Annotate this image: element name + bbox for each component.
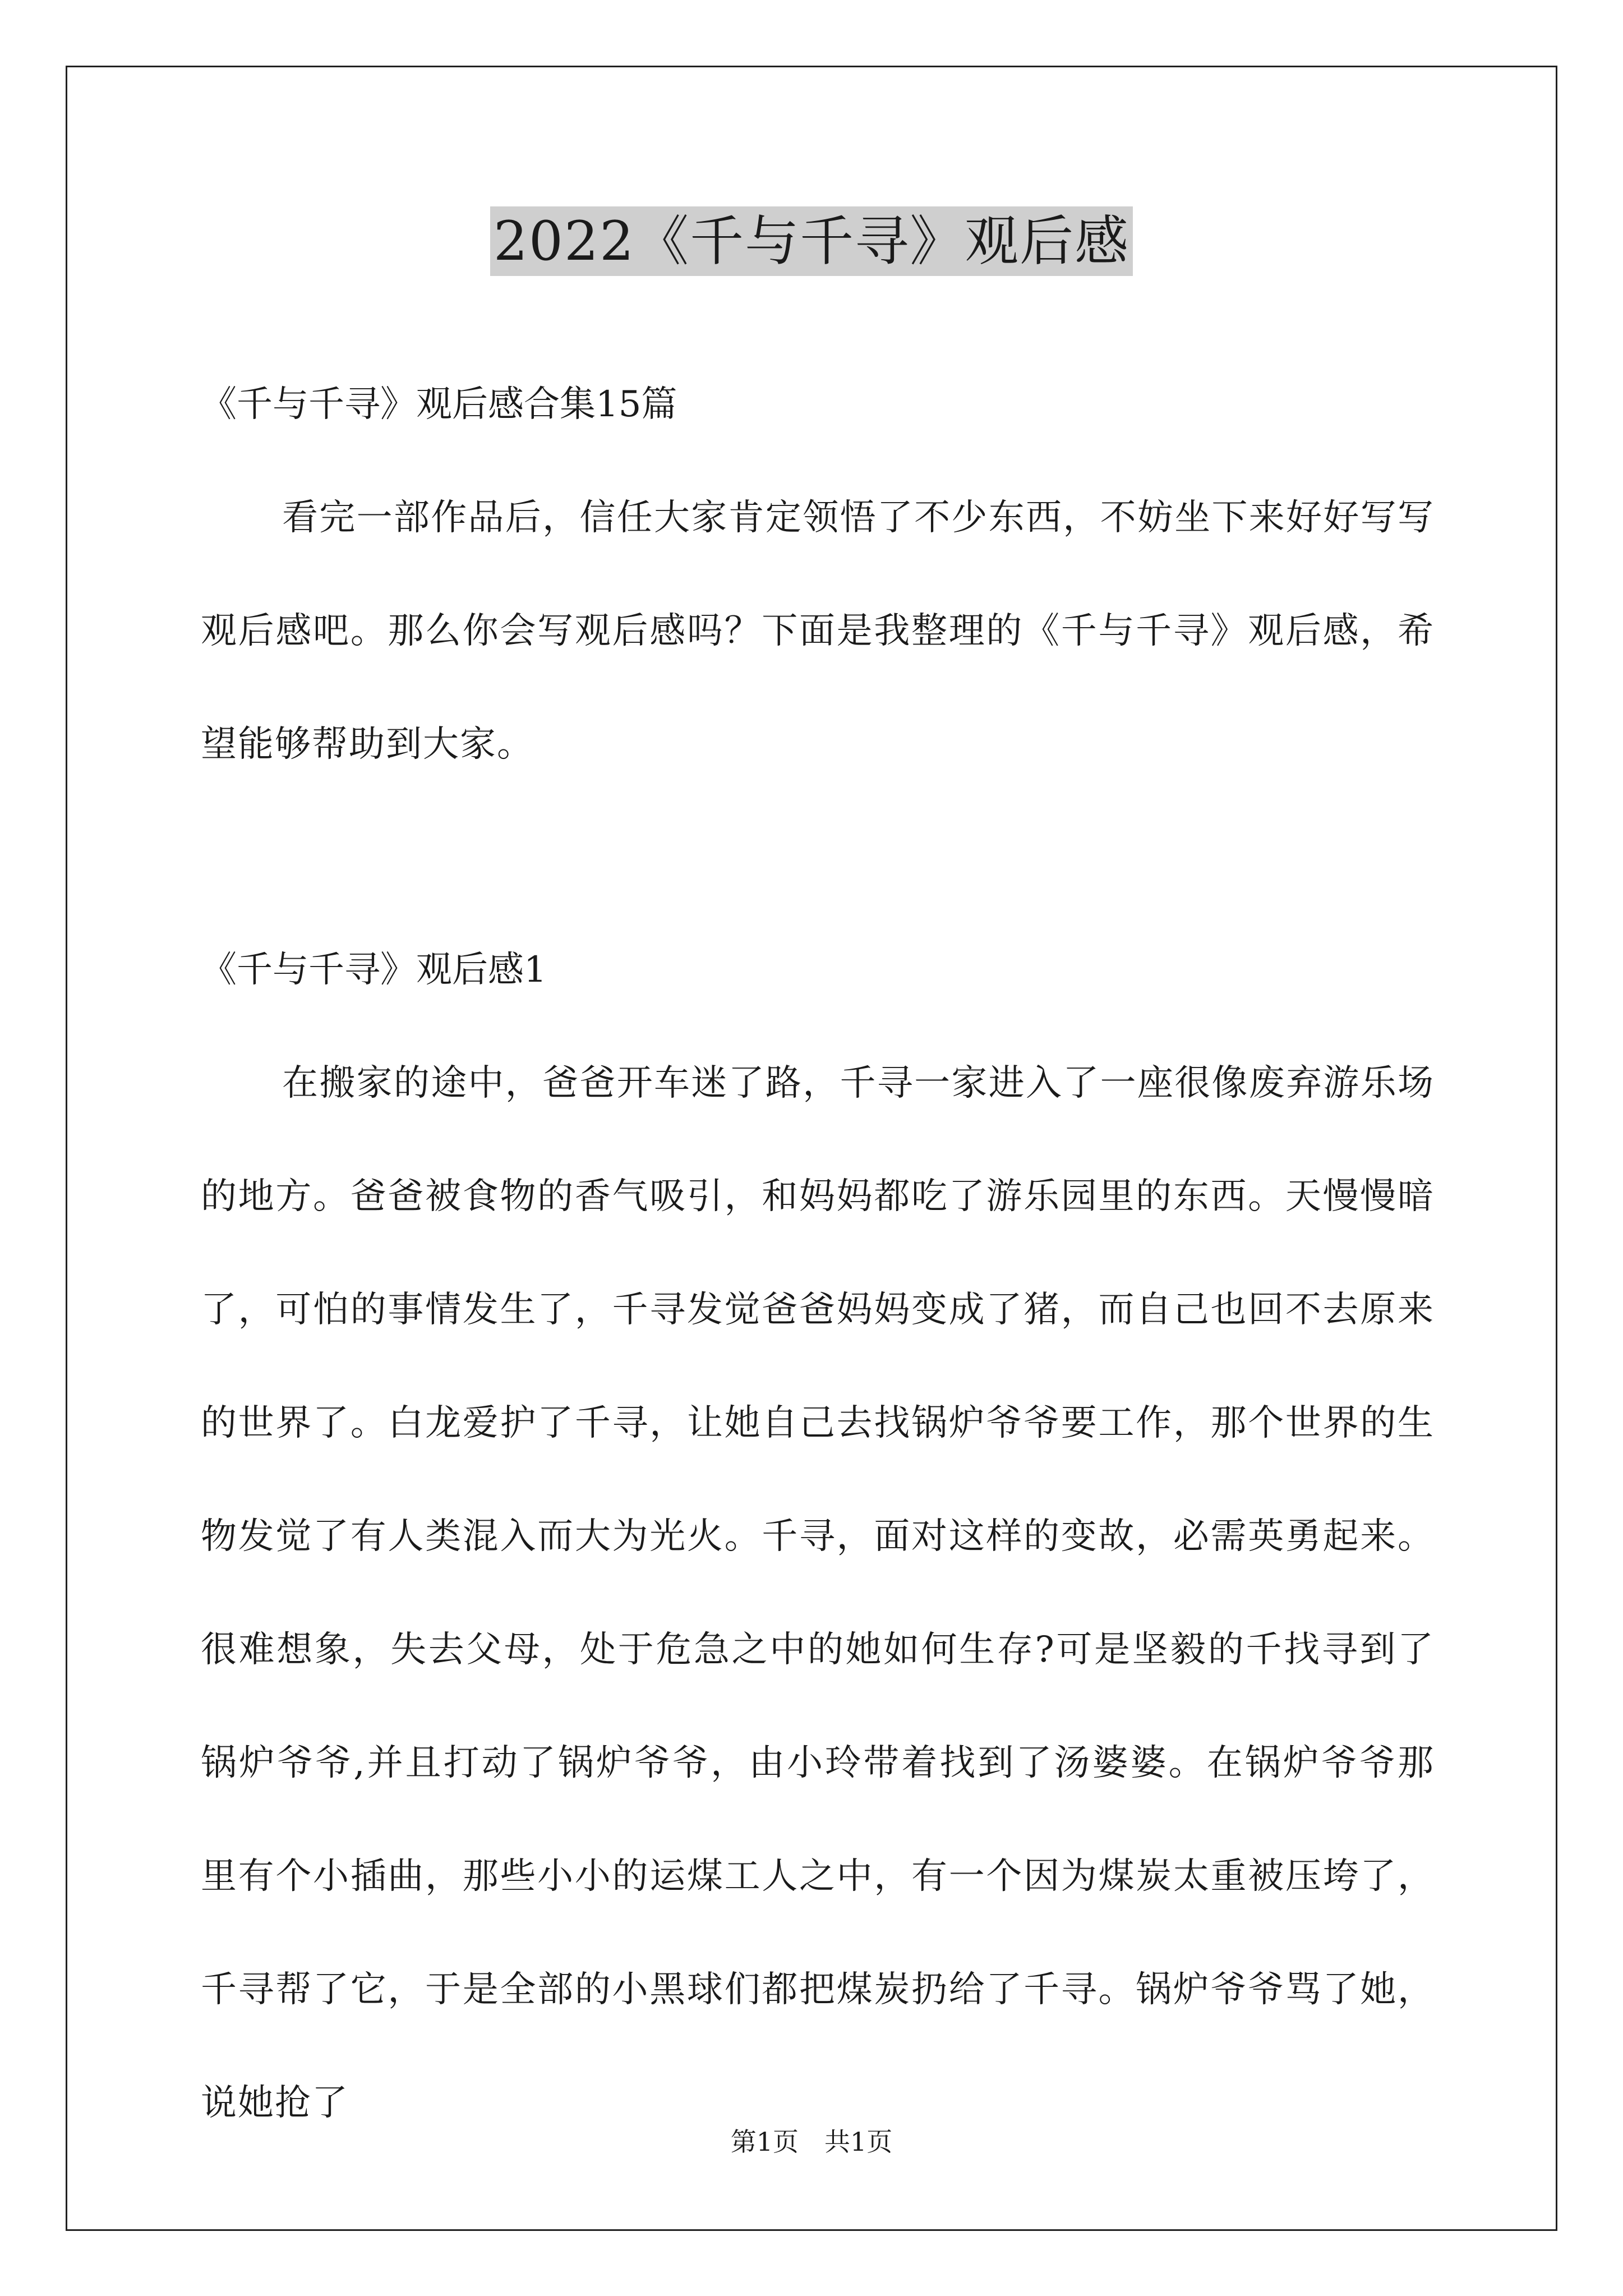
page-footer: 第1页 共1页 [730,2127,893,2157]
title-wrap [0,206,1623,276]
section-heading: 《千与千寻》观后感1 [201,949,547,991]
section-paragraph: 在搬家的途中，爸爸开车迷了路，千寻一家进入了一座很像废弃游乐场的地方。爸爸被食物的香气吸引，和妈妈都吃了游乐园里的东西。天慢慢暗了，可怕的事情发生了，千寻发觉爸爸妈妈变成了猪，而自己也回不去原来的世界了。白龙爱护了千寻，让她自己去找锅炉爷爷要工作，那个世界的生物发觉了有人类混入而大为光火。千寻，面对这样的变故，必需英勇起来。很难想象，失去父母，处于危急之中的她如何生存?可是坚毅的千找寻到了锅炉爷爷,并且打动了锅炉爷爷，由小玲带着找到了汤婆婆。在锅炉爷爷那里有个小插曲，那些小小的运煤工人之中，有一个因为煤炭太重被压垮了，千寻帮了它，于是全部的小黑球们都把煤炭扔给了千寻。锅炉爷爷骂了她，说她抢了 [201,1062,1435,2124]
document-body [201,348,1435,2160]
document-subtitle: 《千与千寻》观后感合集15篇 [201,384,677,425]
document-title: 2022《千与千寻》观后感 [490,206,1133,276]
intro-paragraph: 看完一部作品后，信任大家肯定领悟了不少东西，不妨坐下来好好写写观后感吧。那么你会写观后感吗？下面是我整理的《千与千寻》观后感，希望能够帮助到大家。 [201,497,1435,765]
